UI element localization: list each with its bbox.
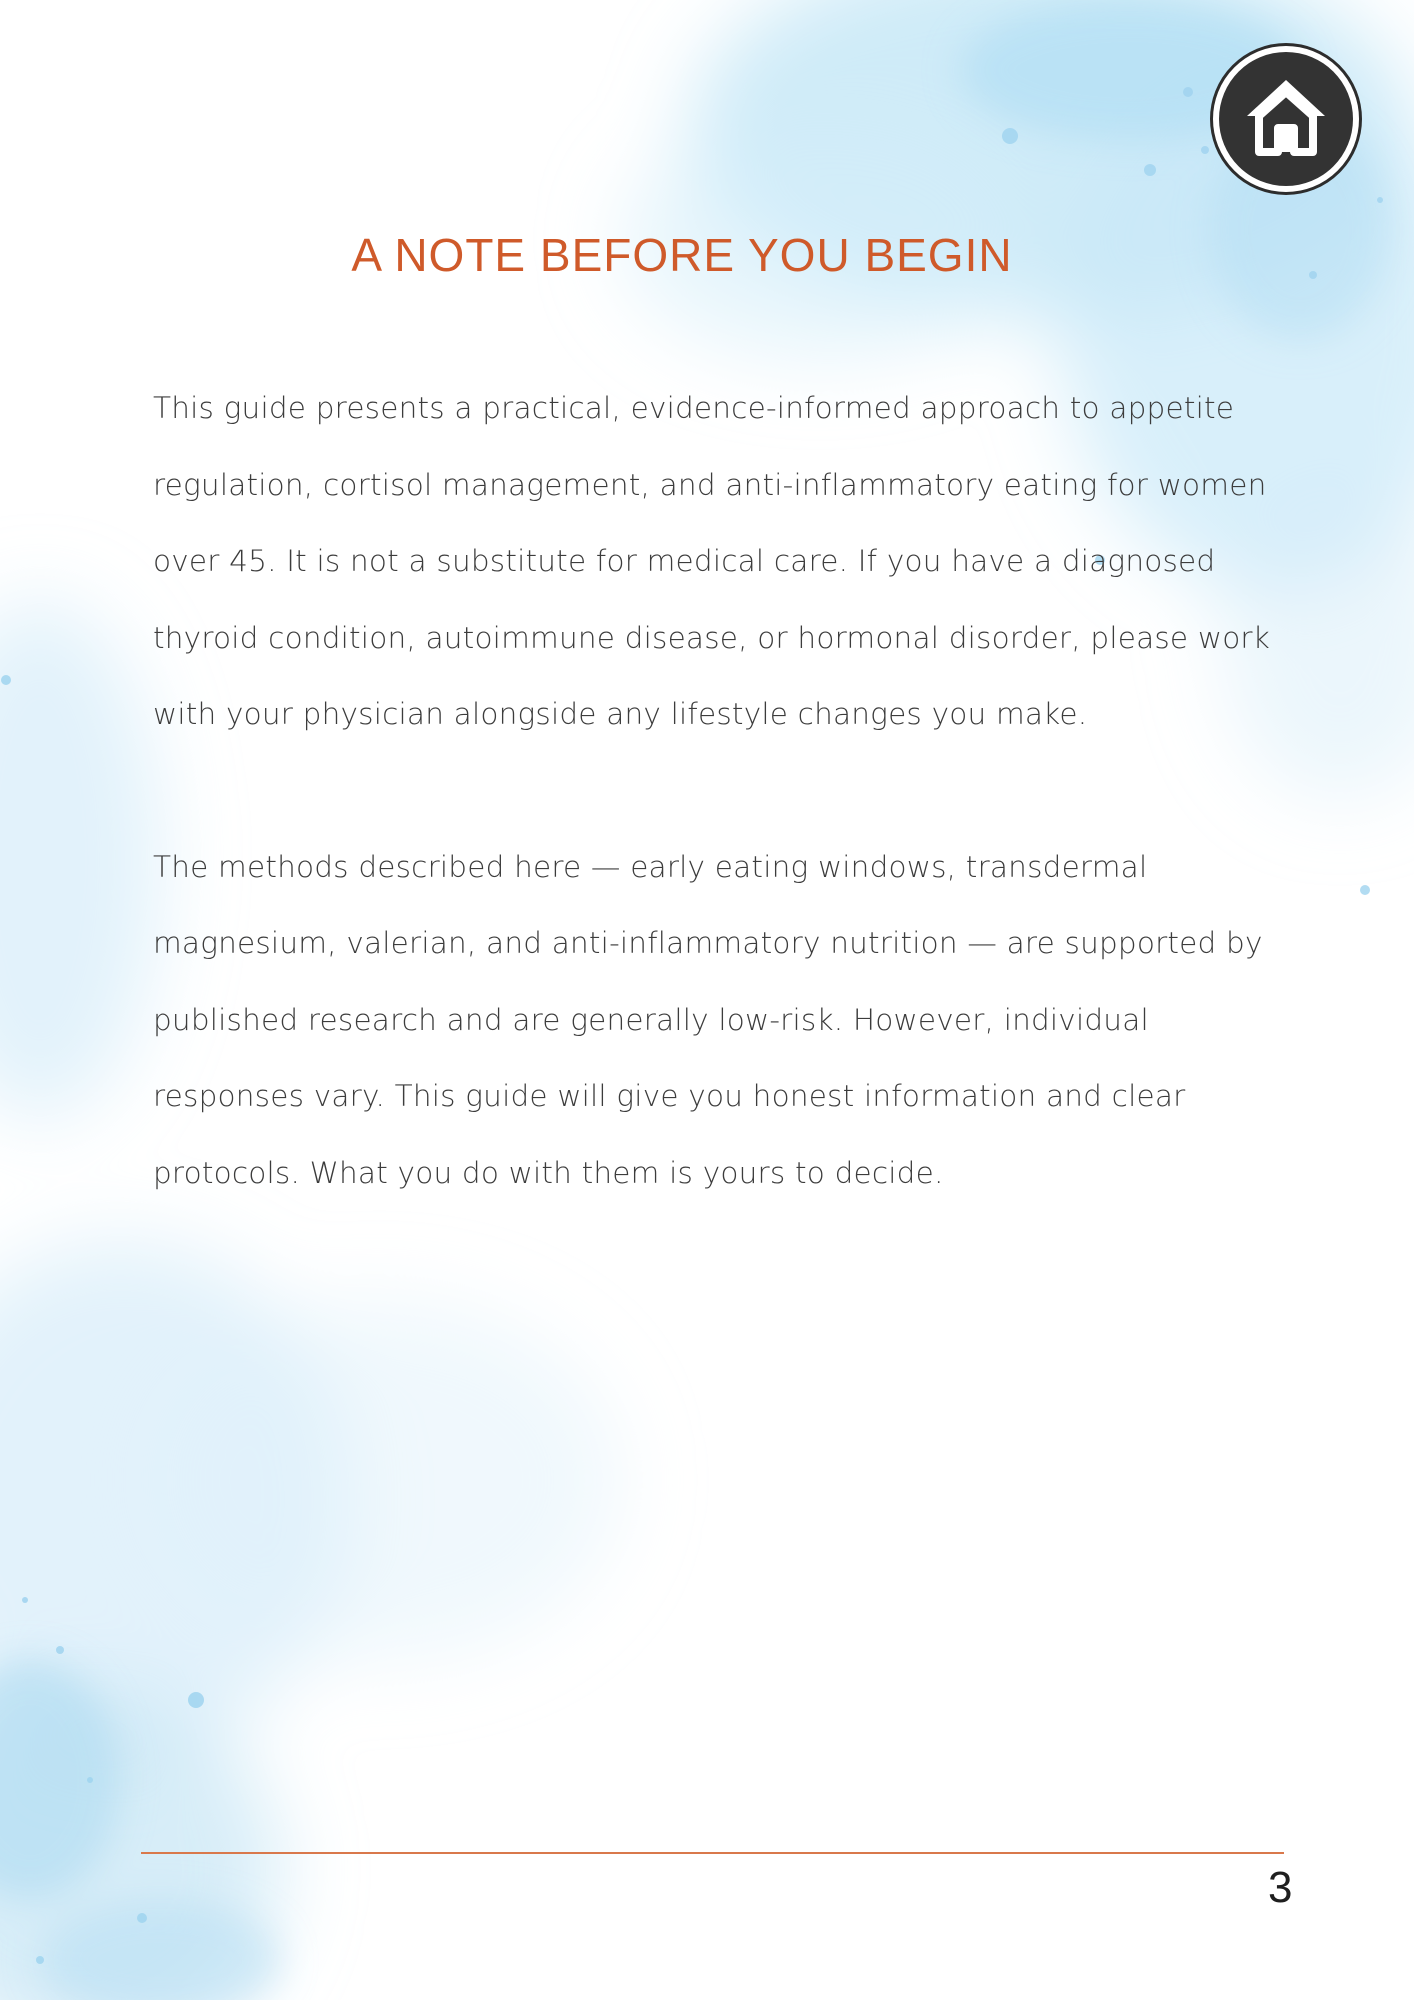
body-text	[153, 370, 1273, 1287]
page-number: 3	[1268, 1863, 1293, 1912]
home-icon	[1241, 72, 1331, 162]
home-button-circle	[1219, 52, 1353, 186]
footer-divider	[141, 1852, 1284, 1854]
home-button[interactable]	[1210, 43, 1362, 195]
paragraph-methods: The methods described here — early eating windows, transdermal magnesium, valerian, and anti-inflammatory nutrition — are supported by published research and are generally low-risk. However, individual responses vary. This guide will give you honest information and clear protocols. What you do with them is yours to decide.	[153, 849, 1263, 1190]
page-title: A NOTE BEFORE YOU BEGIN	[351, 229, 1013, 281]
paragraph-intro: This guide presents a practical, evidence-informed approach to appetite regulation, cortisol management, and anti-inflammatory eating for women over 45. It is not a substitute for medical care. If you have a diagnosed thyroid condition, autoimmune disease, or hormonal disorder, please work with your physician alongside any lifestyle changes you make.	[153, 391, 1271, 731]
